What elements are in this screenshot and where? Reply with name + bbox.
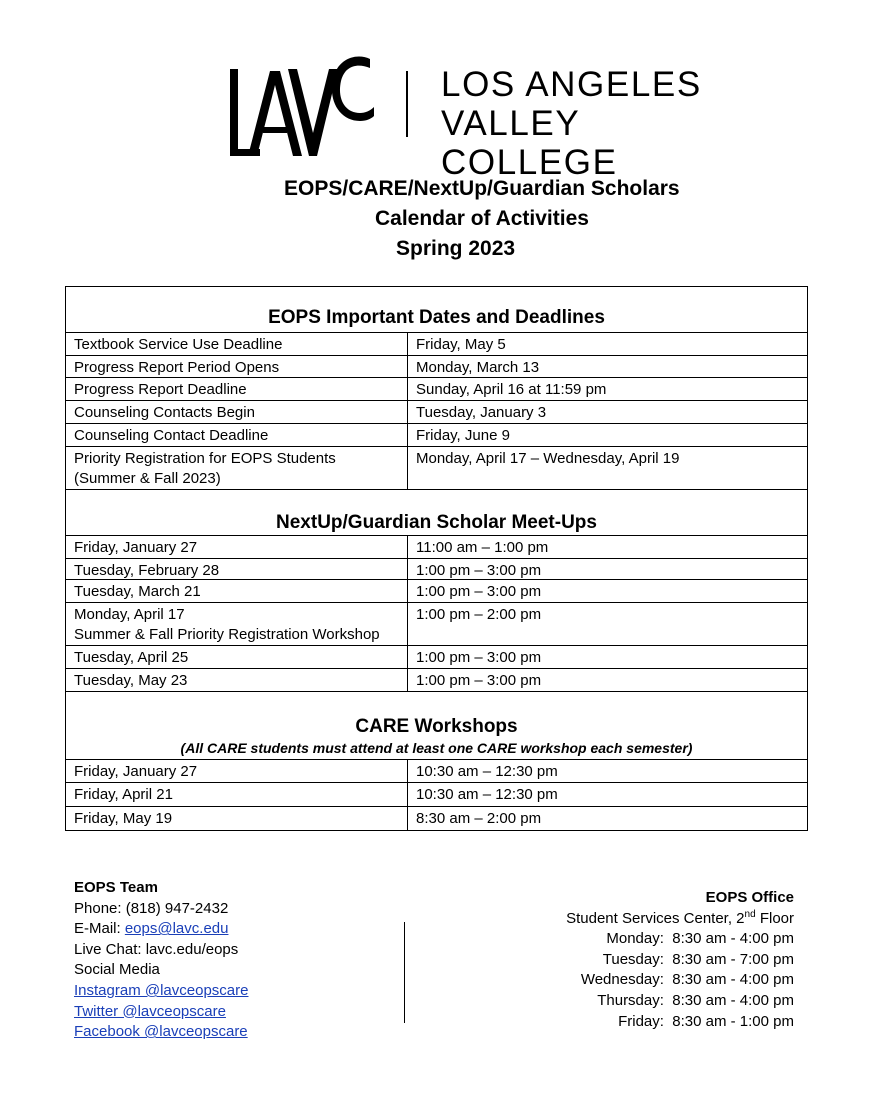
meetup-time: 1:00 pm – 3:00 pm xyxy=(416,562,542,579)
eops-office-info xyxy=(566,888,794,1032)
meetup-date: Friday, January 27 xyxy=(66,536,408,558)
hours-day: Tuesday: xyxy=(602,950,664,968)
team-email-line xyxy=(74,919,248,940)
team-heading: EOPS Team xyxy=(74,879,158,896)
workshop-time: 10:30 am – 12:30 pm xyxy=(416,763,558,780)
eops-date: Tuesday, January 3 xyxy=(416,404,547,421)
office-hours-row xyxy=(566,991,794,1012)
office-location: Student Services Center, 2nd Floor xyxy=(566,908,794,927)
email-link[interactable]: eops@lavc.edu xyxy=(124,920,229,938)
office-hours-row xyxy=(566,1012,794,1033)
meetup-date: Tuesday, March 21 xyxy=(66,580,408,602)
workshop-time: 10:30 am – 12:30 pm xyxy=(416,786,558,803)
calendar-table xyxy=(65,286,808,831)
meetup-date xyxy=(66,603,408,645)
eops-date: Monday, April 17 – Wednesday, April 19 xyxy=(416,450,680,467)
table-row xyxy=(66,807,807,830)
hours-day: Friday: xyxy=(618,1012,664,1030)
eops-section-heading xyxy=(66,287,807,333)
hours-time: 8:30 am - 4:00 pm xyxy=(672,991,794,1009)
nextup-heading-text: NextUp/Guardian Scholar Meet-Ups xyxy=(276,512,597,533)
hours-day: Thursday: xyxy=(597,991,664,1009)
title-term: Spring 2023 xyxy=(396,237,516,260)
office-heading: EOPS Office xyxy=(705,889,794,906)
hours-day: Monday: xyxy=(606,930,664,948)
meetup-date-line2: Summer & Fall Priority Registration Workshop xyxy=(74,626,380,643)
meetup-time: 1:00 pm – 2:00 pm xyxy=(416,606,542,623)
care-section-heading xyxy=(66,692,807,760)
hours-time: 8:30 am - 4:00 pm xyxy=(672,930,794,948)
table-row xyxy=(66,669,807,692)
office-hours-row xyxy=(566,929,794,950)
eops-date: Monday, March 13 xyxy=(416,359,540,376)
care-subheading: (All CARE students must attend at least one CARE workshop each semester) xyxy=(180,740,693,756)
eops-date: Sunday, April 16 at 11:59 pm xyxy=(416,381,607,398)
eops-item-line2: (Summer & Fall 2023) xyxy=(74,470,221,487)
meetup-time: 11:00 am – 1:00 pm xyxy=(416,539,549,556)
table-row xyxy=(66,356,807,378)
eops-item xyxy=(66,447,408,489)
table-row xyxy=(66,536,807,559)
college-name-line2: VALLEY COLLEGE xyxy=(441,104,618,182)
meetup-date: Tuesday, February 28 xyxy=(66,559,408,579)
care-heading-text: CARE Workshops xyxy=(355,716,518,737)
team-chat: Live Chat: lavc.edu/eops xyxy=(74,940,239,958)
table-row xyxy=(66,603,807,646)
hours-time: 8:30 am - 4:00 pm xyxy=(672,971,794,989)
meetup-time: 1:00 pm – 3:00 pm xyxy=(416,649,542,666)
college-name xyxy=(441,65,750,182)
eops-item: Counseling Contact Deadline xyxy=(66,424,408,446)
table-row xyxy=(66,580,807,603)
table-row xyxy=(66,559,807,580)
meetup-time: 1:00 pm – 3:00 pm xyxy=(416,583,542,600)
hours-time: 8:30 am - 7:00 pm xyxy=(672,950,794,968)
college-logo xyxy=(230,55,750,182)
hours-day: Wednesday: xyxy=(580,971,664,989)
table-row xyxy=(66,333,807,356)
email-label: E-Mail: xyxy=(74,920,125,938)
college-name-line1: LOS ANGELES xyxy=(441,65,702,104)
table-row xyxy=(66,424,807,447)
table-row xyxy=(66,760,807,783)
eops-item: Textbook Service Use Deadline xyxy=(66,333,408,355)
workshop-date: Friday, January 27 xyxy=(66,760,408,782)
table-row xyxy=(66,401,807,424)
workshop-time: 8:30 am – 2:00 pm xyxy=(416,810,542,827)
hours-time: 8:30 am - 1:00 pm xyxy=(672,1012,794,1030)
eops-item-line1: Priority Registration for EOPS Students xyxy=(74,450,336,467)
workshop-date: Friday, April 21 xyxy=(66,783,408,806)
meetup-date-line1: Monday, April 17 xyxy=(74,606,185,623)
meetup-date: Tuesday, May 23 xyxy=(66,669,408,691)
table-row xyxy=(66,447,807,490)
office-hours-row xyxy=(566,950,794,971)
footer-divider xyxy=(404,922,405,1023)
table-row xyxy=(66,783,807,807)
eops-heading-text: EOPS Important Dates and Deadlines xyxy=(268,307,605,328)
workshop-date: Friday, May 19 xyxy=(66,807,408,830)
table-row xyxy=(66,646,807,669)
eops-item: Progress Report Period Opens xyxy=(66,356,408,377)
instagram-link[interactable]: Instagram @lavceopscare xyxy=(74,981,249,999)
logo-divider xyxy=(406,71,408,137)
twitter-link[interactable]: Twitter @lavceopscare xyxy=(74,1002,226,1020)
facebook-link[interactable]: Facebook @lavceopscare xyxy=(74,1023,248,1041)
team-social-label: Social Media xyxy=(74,961,160,979)
meetup-date: Tuesday, April 25 xyxy=(66,646,408,668)
eops-date: Friday, May 5 xyxy=(416,336,506,353)
eops-item: Counseling Contacts Begin xyxy=(66,401,408,423)
nextup-section-heading xyxy=(66,490,807,536)
lavc-logo-mark xyxy=(230,55,375,157)
eops-item: Progress Report Deadline xyxy=(66,378,408,400)
table-row xyxy=(66,378,807,401)
eops-date: Friday, June 9 xyxy=(416,427,510,444)
title-programs: EOPS/CARE/NextUp/Guardian Scholars xyxy=(284,177,680,200)
office-hours-row xyxy=(566,970,794,991)
title-calendar: Calendar of Activities xyxy=(375,207,589,230)
team-phone: Phone: (818) 947-2432 xyxy=(74,899,229,917)
meetup-time: 1:00 pm – 3:00 pm xyxy=(416,672,542,689)
eops-team-contact xyxy=(74,878,248,1043)
